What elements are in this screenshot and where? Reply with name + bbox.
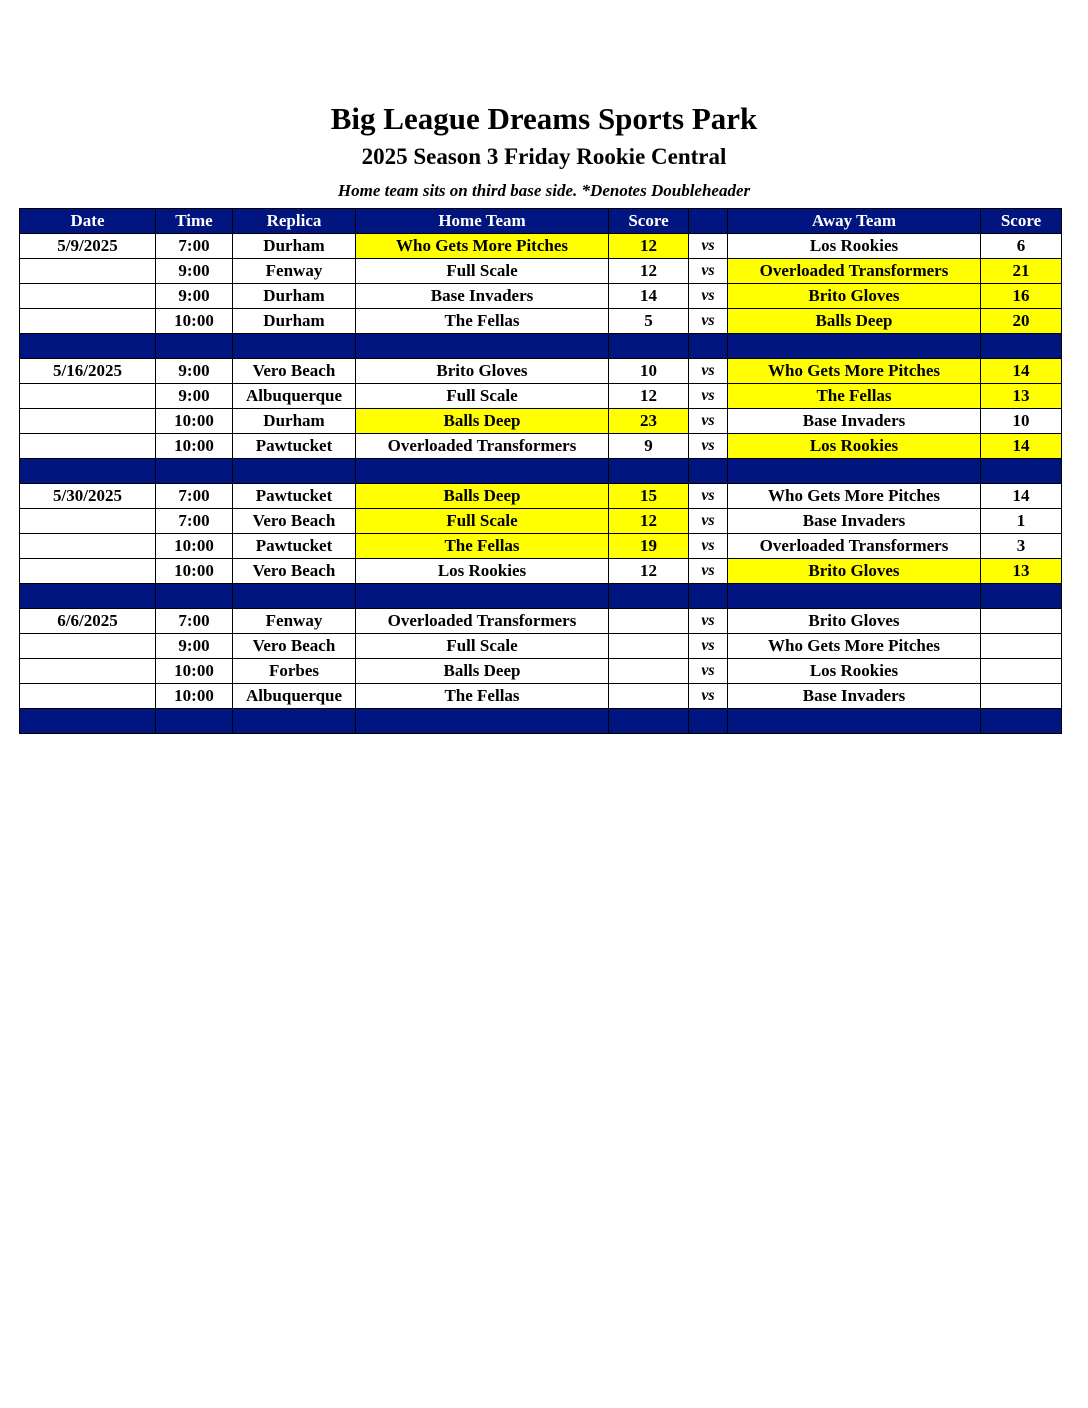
away-team-cell: Base Invaders: [728, 409, 981, 434]
home-team-cell: Balls Deep: [356, 409, 609, 434]
date-cell: [20, 384, 156, 409]
separator-cell: [20, 334, 156, 359]
time-cell: 7:00: [156, 509, 233, 534]
home-score-cell: 10: [609, 359, 689, 384]
game-row: [20, 634, 1062, 659]
away-score-cell: 13: [981, 559, 1062, 584]
separator-cell: [156, 709, 233, 734]
time-cell: 10:00: [156, 309, 233, 334]
game-row: [20, 484, 1062, 509]
replica-cell: Vero Beach: [233, 359, 356, 384]
separator-cell: [609, 709, 689, 734]
week-separator-row: [20, 584, 1062, 609]
game-row: [20, 259, 1062, 284]
time-cell: 9:00: [156, 634, 233, 659]
separator-cell: [156, 459, 233, 484]
replica-cell: Vero Beach: [233, 509, 356, 534]
separator-cell: [233, 584, 356, 609]
date-cell: [20, 309, 156, 334]
home-score-cell: [609, 634, 689, 659]
header-row: [20, 209, 1062, 234]
date-cell: [20, 409, 156, 434]
replica-cell: Vero Beach: [233, 634, 356, 659]
vs-cell: vs: [689, 409, 728, 434]
separator-cell: [981, 584, 1062, 609]
separator-cell: [981, 334, 1062, 359]
date-cell: [20, 559, 156, 584]
separator-cell: [609, 459, 689, 484]
home-score-cell: [609, 684, 689, 709]
date-cell: 6/6/2025: [20, 609, 156, 634]
separator-cell: [233, 709, 356, 734]
date-cell: [20, 684, 156, 709]
separator-cell: [20, 459, 156, 484]
vs-cell: vs: [689, 534, 728, 559]
home-team-cell: Balls Deep: [356, 659, 609, 684]
date-cell: [20, 659, 156, 684]
time-cell: 10:00: [156, 534, 233, 559]
time-cell: 9:00: [156, 284, 233, 309]
date-cell: [20, 634, 156, 659]
header-home-score: Score: [609, 209, 689, 234]
away-score-cell: 14: [981, 359, 1062, 384]
home-score-cell: 15: [609, 484, 689, 509]
replica-cell: Durham: [233, 309, 356, 334]
header-vs: [689, 209, 728, 234]
away-score-cell: 20: [981, 309, 1062, 334]
date-cell: 5/30/2025: [20, 484, 156, 509]
time-cell: 9:00: [156, 259, 233, 284]
separator-cell: [233, 459, 356, 484]
time-cell: 10:00: [156, 434, 233, 459]
time-cell: 10:00: [156, 659, 233, 684]
vs-cell: vs: [689, 659, 728, 684]
replica-cell: Durham: [233, 409, 356, 434]
vs-cell: vs: [689, 259, 728, 284]
time-cell: 7:00: [156, 484, 233, 509]
vs-cell: vs: [689, 384, 728, 409]
separator-cell: [20, 584, 156, 609]
vs-cell: vs: [689, 434, 728, 459]
replica-cell: Durham: [233, 284, 356, 309]
home-score-cell: [609, 659, 689, 684]
week-separator-row: [20, 334, 1062, 359]
game-row: [20, 234, 1062, 259]
game-row: [20, 434, 1062, 459]
date-cell: [20, 434, 156, 459]
game-row: [20, 534, 1062, 559]
home-score-cell: 5: [609, 309, 689, 334]
separator-cell: [356, 334, 609, 359]
separator-cell: [356, 584, 609, 609]
away-team-cell: Base Invaders: [728, 684, 981, 709]
home-team-cell: Balls Deep: [356, 484, 609, 509]
home-score-cell: 23: [609, 409, 689, 434]
schedule-table: [19, 208, 1062, 734]
home-score-cell: 12: [609, 559, 689, 584]
separator-cell: [689, 709, 728, 734]
vs-cell: vs: [689, 634, 728, 659]
replica-cell: Forbes: [233, 659, 356, 684]
replica-cell: Pawtucket: [233, 434, 356, 459]
away-score-cell: 10: [981, 409, 1062, 434]
game-row: [20, 359, 1062, 384]
away-team-cell: Who Gets More Pitches: [728, 634, 981, 659]
vs-cell: vs: [689, 559, 728, 584]
separator-cell: [156, 584, 233, 609]
home-score-cell: 9: [609, 434, 689, 459]
week-separator-row: [20, 459, 1062, 484]
time-cell: 7:00: [156, 234, 233, 259]
away-team-cell: Brito Gloves: [728, 284, 981, 309]
separator-cell: [689, 584, 728, 609]
schedule-body: [20, 234, 1062, 734]
date-cell: [20, 284, 156, 309]
away-score-cell: 16: [981, 284, 1062, 309]
time-cell: 7:00: [156, 609, 233, 634]
home-score-cell: 12: [609, 509, 689, 534]
home-team-cell: Los Rookies: [356, 559, 609, 584]
header-away-score: Score: [981, 209, 1062, 234]
home-team-cell: Brito Gloves: [356, 359, 609, 384]
replica-cell: Albuquerque: [233, 684, 356, 709]
home-score-cell: 12: [609, 234, 689, 259]
time-cell: 10:00: [156, 409, 233, 434]
away-team-cell: Overloaded Transformers: [728, 534, 981, 559]
away-score-cell: 14: [981, 434, 1062, 459]
vs-cell: vs: [689, 359, 728, 384]
separator-cell: [728, 584, 981, 609]
away-team-cell: Brito Gloves: [728, 609, 981, 634]
header-away-team: Away Team: [728, 209, 981, 234]
game-row: [20, 509, 1062, 534]
away-team-cell: Base Invaders: [728, 509, 981, 534]
date-cell: 5/16/2025: [20, 359, 156, 384]
game-row: [20, 384, 1062, 409]
replica-cell: Fenway: [233, 609, 356, 634]
separator-cell: [728, 334, 981, 359]
replica-cell: Fenway: [233, 259, 356, 284]
separator-cell: [728, 459, 981, 484]
away-team-cell: Balls Deep: [728, 309, 981, 334]
home-team-cell: Full Scale: [356, 509, 609, 534]
vs-cell: vs: [689, 609, 728, 634]
away-score-cell: [981, 634, 1062, 659]
game-row: [20, 559, 1062, 584]
away-team-cell: Brito Gloves: [728, 559, 981, 584]
header-date: Date: [20, 209, 156, 234]
date-cell: [20, 509, 156, 534]
away-score-cell: 13: [981, 384, 1062, 409]
home-team-cell: The Fellas: [356, 309, 609, 334]
vs-cell: vs: [689, 684, 728, 709]
time-cell: 9:00: [156, 384, 233, 409]
replica-cell: Vero Beach: [233, 559, 356, 584]
separator-cell: [156, 334, 233, 359]
away-team-cell: Los Rookies: [728, 434, 981, 459]
schedule-note: Home team sits on third base side. *Denotes Doubleheader: [337, 181, 751, 200]
separator-cell: [689, 334, 728, 359]
game-row: [20, 684, 1062, 709]
game-row: [20, 609, 1062, 634]
replica-cell: Albuquerque: [233, 384, 356, 409]
game-row: [20, 309, 1062, 334]
separator-cell: [356, 709, 609, 734]
date-cell: [20, 259, 156, 284]
away-team-cell: Who Gets More Pitches: [728, 359, 981, 384]
home-score-cell: 12: [609, 384, 689, 409]
separator-cell: [233, 334, 356, 359]
separator-cell: [689, 459, 728, 484]
home-score-cell: [609, 609, 689, 634]
game-row: [20, 409, 1062, 434]
home-team-cell: The Fellas: [356, 534, 609, 559]
time-cell: 10:00: [156, 559, 233, 584]
away-team-cell: Los Rookies: [728, 659, 981, 684]
away-team-cell: Overloaded Transformers: [728, 259, 981, 284]
home-score-cell: 14: [609, 284, 689, 309]
away-score-cell: 21: [981, 259, 1062, 284]
vs-cell: vs: [689, 484, 728, 509]
separator-cell: [609, 584, 689, 609]
home-team-cell: Full Scale: [356, 634, 609, 659]
separator-cell: [20, 709, 156, 734]
vs-cell: vs: [689, 284, 728, 309]
home-team-cell: Who Gets More Pitches: [356, 234, 609, 259]
separator-cell: [728, 709, 981, 734]
vs-cell: vs: [689, 234, 728, 259]
home-score-cell: 12: [609, 259, 689, 284]
time-cell: 10:00: [156, 684, 233, 709]
away-score-cell: 1: [981, 509, 1062, 534]
away-score-cell: [981, 609, 1062, 634]
home-team-cell: Overloaded Transformers: [356, 434, 609, 459]
away-team-cell: Who Gets More Pitches: [728, 484, 981, 509]
header-home-team: Home Team: [356, 209, 609, 234]
header-replica: Replica: [233, 209, 356, 234]
separator-cell: [356, 459, 609, 484]
replica-cell: Pawtucket: [233, 484, 356, 509]
away-team-cell: The Fellas: [728, 384, 981, 409]
separator-cell: [981, 459, 1062, 484]
home-team-cell: Full Scale: [356, 259, 609, 284]
date-cell: [20, 534, 156, 559]
date-cell: 5/9/2025: [20, 234, 156, 259]
replica-cell: Pawtucket: [233, 534, 356, 559]
game-row: [20, 284, 1062, 309]
header-time: Time: [156, 209, 233, 234]
home-team-cell: The Fellas: [356, 684, 609, 709]
separator-cell: [981, 709, 1062, 734]
game-row: [20, 659, 1062, 684]
away-score-cell: 6: [981, 234, 1062, 259]
home-team-cell: Base Invaders: [356, 284, 609, 309]
away-score-cell: 14: [981, 484, 1062, 509]
away-score-cell: 3: [981, 534, 1062, 559]
away-score-cell: [981, 659, 1062, 684]
home-team-cell: Overloaded Transformers: [356, 609, 609, 634]
home-score-cell: 19: [609, 534, 689, 559]
separator-cell: [609, 334, 689, 359]
time-cell: 9:00: [156, 359, 233, 384]
vs-cell: vs: [689, 309, 728, 334]
away-score-cell: [981, 684, 1062, 709]
week-separator-row: [20, 709, 1062, 734]
vs-cell: vs: [689, 509, 728, 534]
away-team-cell: Los Rookies: [728, 234, 981, 259]
page-title: Big League Dreams Sports Park: [330, 101, 758, 136]
replica-cell: Durham: [233, 234, 356, 259]
home-team-cell: Full Scale: [356, 384, 609, 409]
page-subtitle: 2025 Season 3 Friday Rookie Central: [361, 144, 727, 169]
